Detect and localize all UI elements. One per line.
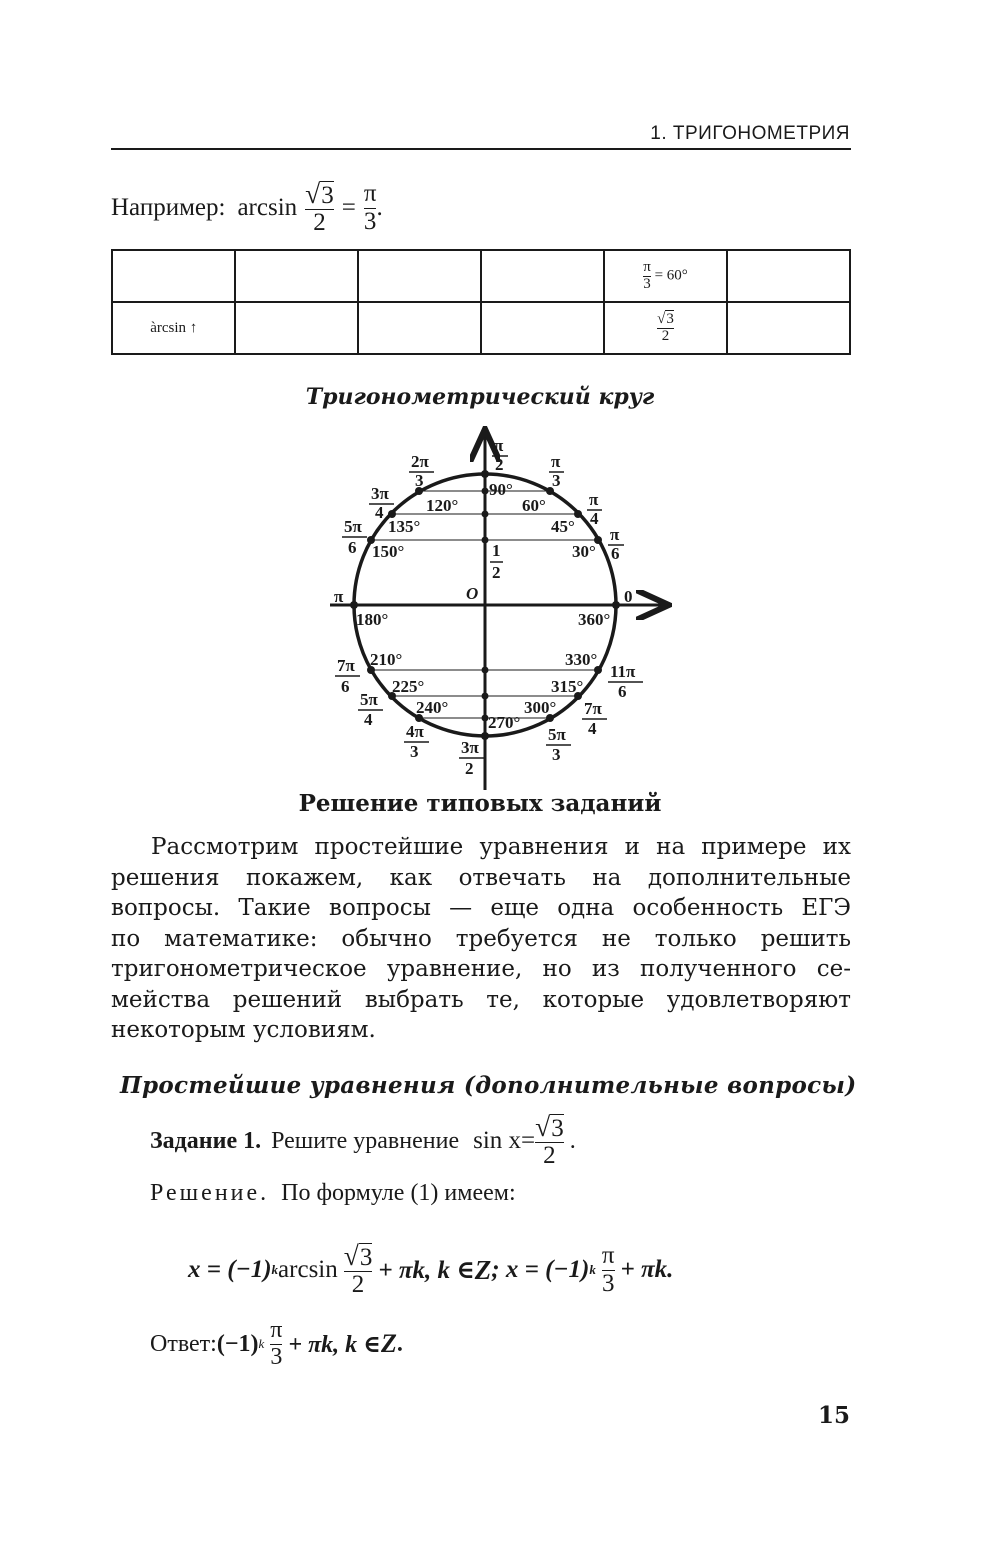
paragraph-line: Рассмотрим простейшие уравнения и на примере их <box>151 834 851 860</box>
svg-text:2π: 2π <box>411 452 429 471</box>
svg-text:4: 4 <box>375 503 384 522</box>
rad-7pi-4 <box>582 699 607 738</box>
deg-45: 45° <box>551 517 575 536</box>
svg-text:3π: 3π <box>461 738 479 757</box>
deg-330: 330° <box>565 650 598 669</box>
paragraph-line: тригонометрическое уравнение, но из полученного се- <box>111 956 851 982</box>
section-title: Решение типовых заданий <box>298 790 662 817</box>
rad-11pi-6 <box>608 662 643 701</box>
svg-text:3: 3 <box>552 471 561 490</box>
deg-300: 300° <box>524 698 557 717</box>
subsection-title: Простейшие уравнения (дополнительные вопросы) <box>120 1072 857 1099</box>
task-1: Задание 1. Решите уравнение sin x= $\frac{√3}{2}$ . <box>150 1110 576 1169</box>
svg-text:6: 6 <box>611 544 620 563</box>
example-line: Например: arcsin $\frac{√3}{2}$ = $\frac{\pi}{3}$ . <box>111 177 383 236</box>
half-num: 1 <box>492 541 501 560</box>
zero-label: 0 <box>624 587 633 606</box>
svg-text:2: 2 <box>495 455 504 474</box>
svg-text:5π: 5π <box>360 690 378 709</box>
task-fraction: $\frac{√3}{2}$ <box>535 1110 564 1169</box>
rad-7pi-6 <box>335 656 360 696</box>
rad-pi-2 <box>492 436 508 474</box>
table-cell: $\frac{\pi}{3}$ = 60° <box>604 250 727 302</box>
svg-text:5π: 5π <box>548 725 566 744</box>
svg-text:4: 4 <box>590 509 599 528</box>
answer-label: Ответ: <box>150 1330 217 1357</box>
svg-text:6: 6 <box>341 677 350 696</box>
svg-text:3: 3 <box>410 742 419 761</box>
pi-label: π <box>334 587 344 606</box>
svg-text:7π: 7π <box>337 656 355 675</box>
table-cell: $\frac{√3}{2}$ <box>604 302 727 354</box>
svg-text:5π: 5π <box>344 517 362 536</box>
svg-text:3: 3 <box>552 745 561 764</box>
paragraph-line: по математике: обычно требуется не только решить <box>111 925 851 952</box>
solution-label: Решение. <box>150 1180 270 1206</box>
running-header: 1. ТРИГОНОМЕТРИЯ <box>650 123 850 144</box>
answer-line: Ответ: (−1) k $\frac{\pi}{3}$ + πk, k ∈ Z . <box>150 1317 403 1370</box>
deg-30: 30° <box>572 542 596 561</box>
page-number: 15 <box>817 1402 850 1429</box>
deg-240: 240° <box>416 698 449 717</box>
rad-4pi-3 <box>404 722 429 761</box>
rad-5pi-6 <box>342 517 367 557</box>
half-den: 2 <box>492 563 501 582</box>
deg-60: 60° <box>522 496 546 515</box>
rad-5pi-3 <box>546 725 571 764</box>
rad-pi-6 <box>608 525 624 563</box>
solution-formula: x = (−1) k arcsin $\frac{√3}{2}$ + πk, k ∈ Z ; x = (−1) k $\frac{\pi}{3}$ + πk. <box>188 1239 674 1298</box>
deg-360: 360° <box>578 610 611 629</box>
svg-text:π: π <box>494 436 504 455</box>
rad-pi-4 <box>587 490 602 528</box>
rad-3pi-2 <box>459 738 484 778</box>
task-label: Задание 1. <box>150 1127 262 1154</box>
svg-text:π: π <box>589 490 599 509</box>
example-label: Например: <box>111 194 226 221</box>
paragraph-line: мейства решений выбрать те, которые удовлетворяют <box>111 986 851 1013</box>
svg-text:11π: 11π <box>610 662 636 681</box>
svg-text:6: 6 <box>348 538 357 557</box>
table-cell: àrcsin ↑ <box>112 302 235 354</box>
deg-150: 150° <box>372 542 405 561</box>
intro-paragraph <box>111 832 851 1046</box>
svg-text:π: π <box>610 525 620 544</box>
example-func: arcsin <box>237 194 298 221</box>
circle-title: Тригонометрический круг <box>305 384 655 410</box>
paragraph-line: вопросы. Такие вопросы — еще одна особенность ЕГЭ <box>111 895 851 921</box>
deg-120: 120° <box>426 496 459 515</box>
solution-line: Решение. По формуле (1) имеем: <box>150 1180 516 1206</box>
svg-text:4: 4 <box>588 719 597 738</box>
paragraph-line: решения покажем, как отвечать на дополнительные <box>111 864 851 891</box>
deg-135: 135° <box>388 517 421 536</box>
example-result: $\frac{\pi}{3}$ <box>363 180 377 235</box>
svg-text:4: 4 <box>364 710 373 729</box>
svg-text:6: 6 <box>618 682 627 701</box>
rad-pi-3 <box>549 452 564 490</box>
svg-text:4π: 4π <box>406 722 424 741</box>
deg-180: 180° <box>356 610 389 629</box>
deg-90: 90° <box>489 480 513 499</box>
deg-210: 210° <box>370 650 403 669</box>
rad-5pi-4 <box>358 690 383 729</box>
deg-225: 225° <box>392 677 425 696</box>
svg-text:3π: 3π <box>371 484 389 503</box>
svg-text:7π: 7π <box>584 699 602 718</box>
svg-text:3: 3 <box>415 471 424 490</box>
svg-text:π: π <box>551 452 561 471</box>
origin-label: O <box>466 584 479 603</box>
deg-270: 270° <box>488 713 521 732</box>
example-fraction: $\frac{√3}{2}$ <box>305 177 334 236</box>
paragraph-line: некоторым условиям. <box>111 1017 376 1043</box>
deg-315: 315° <box>551 677 584 696</box>
svg-text:2: 2 <box>465 759 474 778</box>
